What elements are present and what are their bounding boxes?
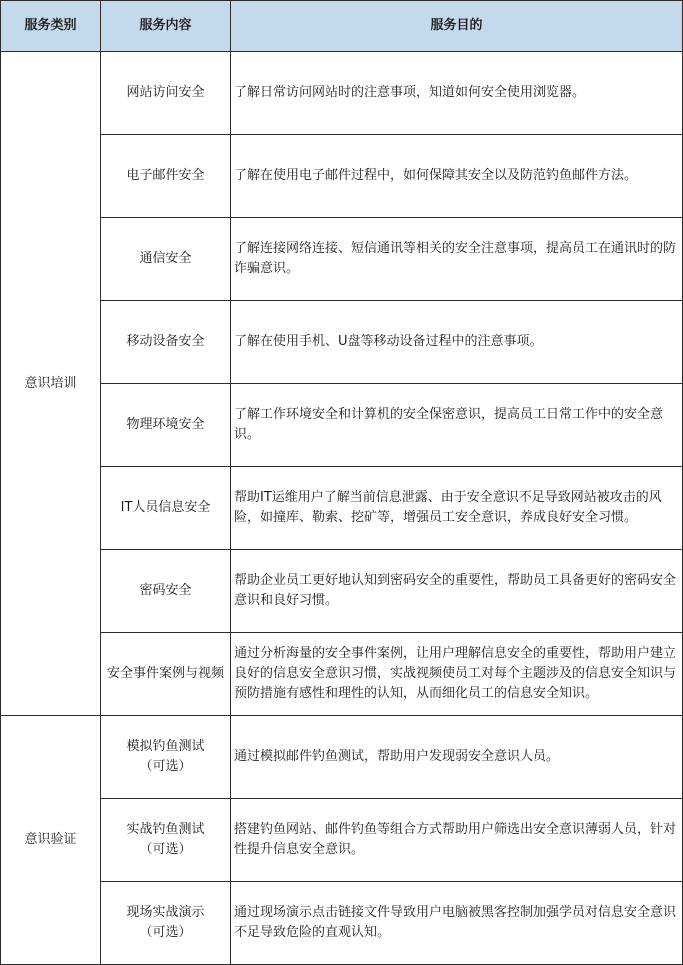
table-row bbox=[1, 550, 683, 633]
service-content-cell: 密码安全 bbox=[101, 550, 231, 633]
table-row bbox=[1, 52, 683, 135]
table-row bbox=[1, 218, 683, 301]
service-purpose-cell: 了解工作环境安全和计算机的安全保密意识，提高员工日常工作中的安全意识。 bbox=[231, 384, 683, 467]
optional-note: （可选） bbox=[139, 842, 192, 857]
service-purpose-cell: 帮助企业员工更好地认知到密码安全的重要性，帮助员工具备更好的密码安全意识和良好习惯。 bbox=[231, 550, 683, 633]
service-content-cell: IT人员信息安全 bbox=[101, 467, 231, 550]
optional-note: （可选） bbox=[139, 925, 192, 940]
service-content-cell: 安全事件案例与视频 bbox=[101, 633, 231, 716]
service-purpose-cell: 了解在使用手机、U盘等移动设备过程中的注意事项。 bbox=[231, 301, 683, 384]
table-row bbox=[1, 467, 683, 550]
service-purpose-cell: 帮助IT运维用户了解当前信息泄露、由于安全意识不足导致网站被攻击的风险，如撞库、勒索、挖矿等，增强员工安全意识，养成良好安全习惯。 bbox=[231, 467, 683, 550]
table-row bbox=[1, 633, 683, 716]
header-category: 服务类别 bbox=[1, 1, 101, 52]
table-row bbox=[1, 384, 683, 467]
service-content-cell: 通信安全 bbox=[101, 218, 231, 301]
service-purpose-cell: 了解连接网络连接、短信通讯等相关的安全注意事项，提高员工在通讯时的防诈骗意识。 bbox=[231, 218, 683, 301]
service-name: 模拟钓鱼测试 bbox=[126, 739, 205, 754]
table-row bbox=[1, 301, 683, 384]
service-purpose-cell: 通过分析海量的安全事件案例，让用户理解信息安全的重要性，帮助用户建立良好的信息安全意识习惯，实战视频使员工对每个主题涉及的信息安全知识与预防措施有感性和理性的认知，从而细化员工的信息安全知识。 bbox=[231, 633, 683, 716]
service-content-cell: 网站访问安全 bbox=[101, 52, 231, 135]
service-purpose-cell: 通过模拟邮件钓鱼测试，帮助用户发现弱安全意识人员。 bbox=[231, 716, 683, 799]
category-cell: 意识培训 bbox=[1, 52, 101, 716]
category-cell: 意识验证 bbox=[1, 716, 101, 965]
table-row bbox=[1, 882, 683, 965]
service-content-cell: 电子邮件安全 bbox=[101, 135, 231, 218]
table-row bbox=[1, 716, 683, 799]
header-row bbox=[1, 1, 683, 52]
service-content-cell bbox=[101, 799, 231, 882]
service-name: 实战钓鱼测试 bbox=[126, 822, 205, 837]
service-content-cell: 移动设备安全 bbox=[101, 301, 231, 384]
service-purpose-cell: 了解日常访问网站时的注意事项，知道如何安全使用浏览器。 bbox=[231, 52, 683, 135]
service-content-cell: 物理环境安全 bbox=[101, 384, 231, 467]
service-content-cell bbox=[101, 882, 231, 965]
table-row bbox=[1, 135, 683, 218]
service-purpose-cell: 了解在使用电子邮件过程中，如何保障其安全以及防范钓鱼邮件方法。 bbox=[231, 135, 683, 218]
service-content-cell bbox=[101, 716, 231, 799]
table-row bbox=[1, 799, 683, 882]
header-content: 服务内容 bbox=[101, 1, 231, 52]
service-purpose-cell: 搭建钓鱼网站、邮件钓鱼等组合方式帮助用户筛选出安全意识薄弱人员，针对性提升信息安全意识。 bbox=[231, 799, 683, 882]
service-name: 现场实战演示 bbox=[126, 905, 205, 920]
optional-note: （可选） bbox=[139, 759, 192, 774]
service-purpose-cell: 通过现场演示点击链接文件导致用户电脑被黑客控制加强学员对信息安全意识不足导致危险的直观认知。 bbox=[231, 882, 683, 965]
header-purpose: 服务目的 bbox=[231, 1, 683, 52]
